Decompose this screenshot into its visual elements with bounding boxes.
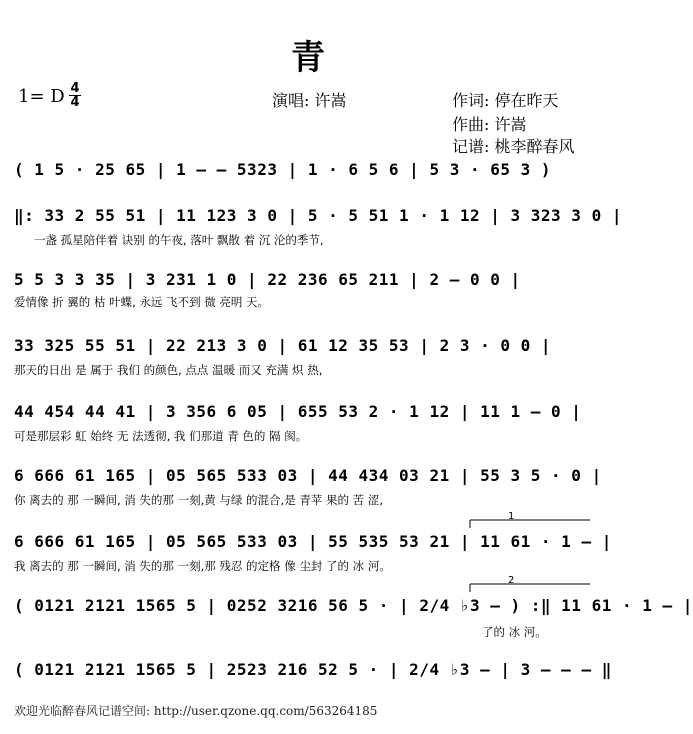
lyricist-credit: 作词: 停在昨天 [452, 91, 559, 110]
transcriber-credit: 记谱: 桃李醉春风 [452, 137, 575, 156]
staff-notes: 6 666 61 165 | 05 565 533 03 | 55 535 53 21 | 11 61 · 1 – | [14, 532, 612, 551]
footer-note: 欢迎光临醉春风记谱空间: http://user.qzone.qq.com/563264185 [14, 704, 378, 718]
staff-notes: 33 325 55 51 | 22 213 3 0 | 61 12 35 53 | 2 3 · 0 0 | [14, 336, 552, 355]
song-title: 青 [291, 38, 325, 78]
staff-notes: ( 0121 2121 1565 5 | 0252 3216 56 5 · | 2/4 ♭3 – ) :‖ 11 61 · 1 – | [14, 596, 693, 615]
volta-1-number: 1 [508, 511, 515, 522]
singer-credit: 演唱: 许嵩 [272, 91, 347, 110]
staff-lyrics: 了的 冰 河。 [482, 625, 547, 639]
staff-notes: 6 666 61 165 | 05 565 533 03 | 44 434 03 21 | 55 3 5 · 0 | [14, 466, 602, 485]
time-signature-bottom: 4 [70, 95, 80, 110]
staff-lyrics: 一盏 孤星陪伴着 诀别 的午夜, 落叶 飘散 着 沉 沦的季节, [34, 233, 324, 247]
volta-2-number: 2 [508, 575, 515, 586]
volta-1-bracket [470, 520, 590, 528]
volta-2-bracket [470, 584, 590, 592]
staff-notes: 5 5 3 3 35 | 3 231 1 0 | 22 236 65 211 | 2 – 0 0 | [14, 270, 521, 289]
staff-lyrics: 可是那层彩 虹 始终 无 法透彻, 我 们那道 青 色的 隔 阂。 [14, 429, 308, 443]
staff-lyrics: 爱情像 折 翼的 枯 叶蝶, 永远 飞不到 微 亮明 天。 [14, 295, 270, 309]
staff-lyrics: 那天的日出 是 属于 我们 的颜色, 点点 温暖 而又 充满 炽 热, [14, 363, 323, 377]
staff-notes: 44 454 44 41 | 3 356 6 05 | 655 53 2 · 1 12 | 11 1 – 0 | [14, 402, 582, 421]
composer-credit: 作曲: 许嵩 [452, 115, 527, 134]
time-signature-top: 4 [70, 81, 80, 96]
staff-notes: ( 0121 2121 1565 5 | 2523 216 52 5 · | 2/4 ♭3 – | 3 – – – ‖ [14, 660, 612, 679]
staff-lyrics: 我 离去的 那 一瞬间, 消 失的那 一刻,那 残忍 的定格 像 尘封 了的 冰 河。 [14, 559, 391, 573]
staff-notes: ‖: 33 2 55 51 | 11 123 3 0 | 5 · 5 51 1 · 1 12 | 3 323 3 0 | [14, 206, 622, 225]
staff-notes: ( 1 5 · 25 65 | 1 – – 5323 | 1 · 6 5 6 | 5 3 · 65 3 ) [14, 160, 552, 179]
staff-lyrics: 你 离去的 那 一瞬间, 消 失的那 一刻,黄 与绿 的混合,是 青苹 果的 苦 涩, [14, 493, 383, 507]
key-signature: 1= D [18, 86, 65, 107]
